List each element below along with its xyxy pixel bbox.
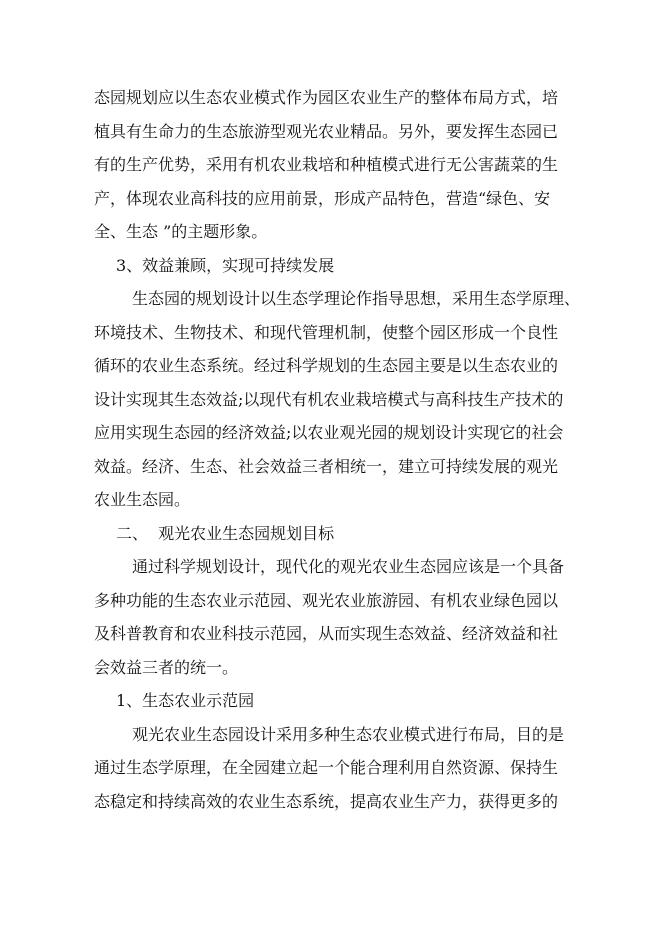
paragraph-line: 通过生态学原理，在全园建立起一个能合理利用自然资源、保持生 bbox=[94, 758, 559, 777]
paragraph-line: 农业生态园。 bbox=[94, 490, 191, 509]
paragraph-line: 及科普教育和农业科技示范园，从而实现生态效益、经济效益和社 bbox=[94, 624, 559, 643]
section-heading: 3、效益兼顾，实现可持续发展 bbox=[116, 255, 335, 275]
paragraph-line: 观光农业生态园设计采用多种生态农业模式进行布局，目的是 bbox=[132, 724, 565, 744]
paragraph-line: 通过科学规划设计，现代化的观光农业生态园应该是一个具备 bbox=[132, 557, 565, 576]
paragraph-line: 环境技术、生物技术、和现代管理机制，使整个园区形成一个良性 bbox=[94, 322, 559, 342]
paragraph-line: 循环的农业生态系统。经过科学规划的生态园主要是以生态农业的 bbox=[94, 356, 559, 375]
paragraph-line: 全、生态 ”的主题形象。 bbox=[94, 222, 268, 241]
paragraph-line: 设计实现其生态效益;以现代有机农业栽培模式与高科技生产技术的 bbox=[94, 389, 564, 409]
paragraph-line: 态园规划应以生态农业模式作为园区农业生产的整体布局方式，培 bbox=[94, 88, 559, 107]
paragraph-line: 有的生产优势，采用有机农业栽培和种植模式进行无公害蔬菜的生 bbox=[94, 155, 559, 174]
paragraph-line: 多种功能的生态农业示范园、观光农业旅游园、有机农业绿色园以 bbox=[94, 590, 559, 610]
paragraph-line: 态稳定和持续高效的农业生态系统，提高农业生产力，获得更多的 bbox=[94, 791, 559, 811]
paragraph-line: 生态园的规划设计以生态学理论作指导思想，采用生态学原理、 bbox=[132, 289, 581, 308]
paragraph-line: 产，体现农业高科技的应用前景，形成产品特色，营造“绿色、安 bbox=[94, 188, 551, 208]
paragraph-line: 应用实现生态园的经济效益;以农业观光园的规划设计实现它的社会 bbox=[94, 423, 564, 442]
paragraph-line: 会效益三者的统一。 bbox=[94, 657, 239, 677]
paragraph-line: 效益。经济、生态、社会效益三者相统一，建立可持续发展的观光 bbox=[94, 456, 559, 476]
subsection-heading: 1、生态农业示范园 bbox=[116, 691, 255, 710]
section-heading: 二、 观光农业生态园规划目标 bbox=[116, 523, 335, 543]
document-body bbox=[94, 83, 581, 820]
paragraph-line: 植具有生命力的生态旅游型观光农业精品。另外，要发挥生态园已 bbox=[94, 121, 559, 141]
